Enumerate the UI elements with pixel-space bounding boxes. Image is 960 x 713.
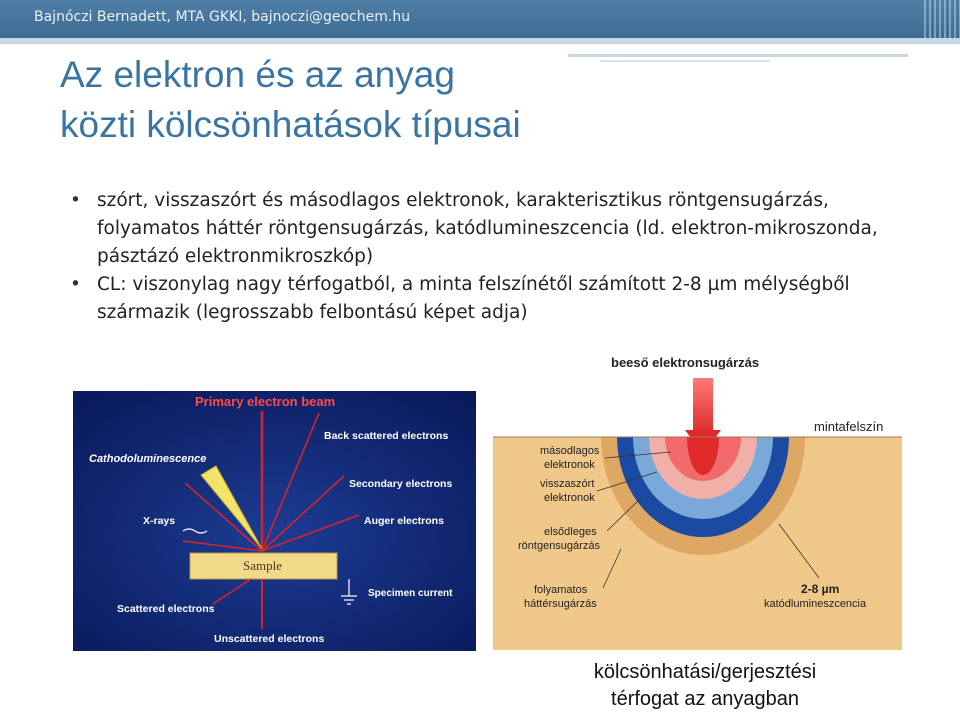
label-cathodoluminescence: Cathodoluminescence [89,453,207,465]
label-secondary-1: másodlagos [540,445,600,457]
label-backscattered-1: visszaszórt [540,478,595,490]
label-continuous-1: folyamatos [534,584,588,596]
label-xrays: X-rays [143,515,176,527]
label-backscattered-2: elektronok [544,492,595,504]
bullet-item: • CL: viszonylag nagy térfogatból, a minta felszínétől számított 2-8 µm mélységből származik (legrosszabb felbontású képet adja) [70,271,930,327]
slide-title [60,50,521,150]
label-primary-xray-2: röntgensugárzás [518,540,600,552]
header-underline [0,38,960,44]
label-auger: Auger electrons [364,515,444,527]
caption-line-2: térfogat az anyagban [611,688,799,710]
header-stripes [924,0,960,38]
label-sample-surface: mintafelszín [814,419,884,434]
label-continuous-2: háttérsugárzás [524,598,597,610]
label-incident-beam: beeső elektronsugárzás [611,355,760,370]
interaction-volume-diagram [493,334,902,650]
bullet-item: • szórt, visszaszórt és másodlagos elektronok, karakterisztikus röntgensugárzás, folyamatos háttér röntgensugárzás, katódlumineszcencia (ld. elektron-mikroszonda, pásztázó elektronmikroszkóp) [70,187,930,271]
decorative-rule-thin [600,60,770,62]
figure-caption [540,659,870,713]
header-bar [0,0,960,38]
author-line: Bajnóczi Bernadett, MTA GKKI, bajnoczi@geochem.hu [34,9,411,25]
title-line-2: közti kölcsönhatások típusai [60,104,521,145]
label-cl: katódlumineszcencia [764,598,867,610]
label-scattered: Scattered electrons [117,603,215,615]
label-unscattered: Unscattered electrons [214,633,325,645]
caption-line-1: kölcsönhatási/gerjesztési [593,661,817,683]
label-primary-xray-1: elsődleges [544,526,597,538]
bullet-list [70,187,930,327]
label-specimen-current: Specimen current [368,588,453,599]
label-secondary: Secondary electrons [349,478,453,490]
label-secondary-2: elektronok [544,459,595,471]
title-line-1: Az elektron és az anyag [60,54,455,95]
incident-beam-shaft [693,378,713,433]
label-back-scattered: Back scattered electrons [324,430,449,442]
decorative-rule [568,54,908,57]
label-primary-beam: Primary electron beam [195,394,336,409]
label-sample: Sample [243,558,282,573]
interaction-diagram [73,391,476,651]
label-depth: 2-8 µm [801,582,840,596]
